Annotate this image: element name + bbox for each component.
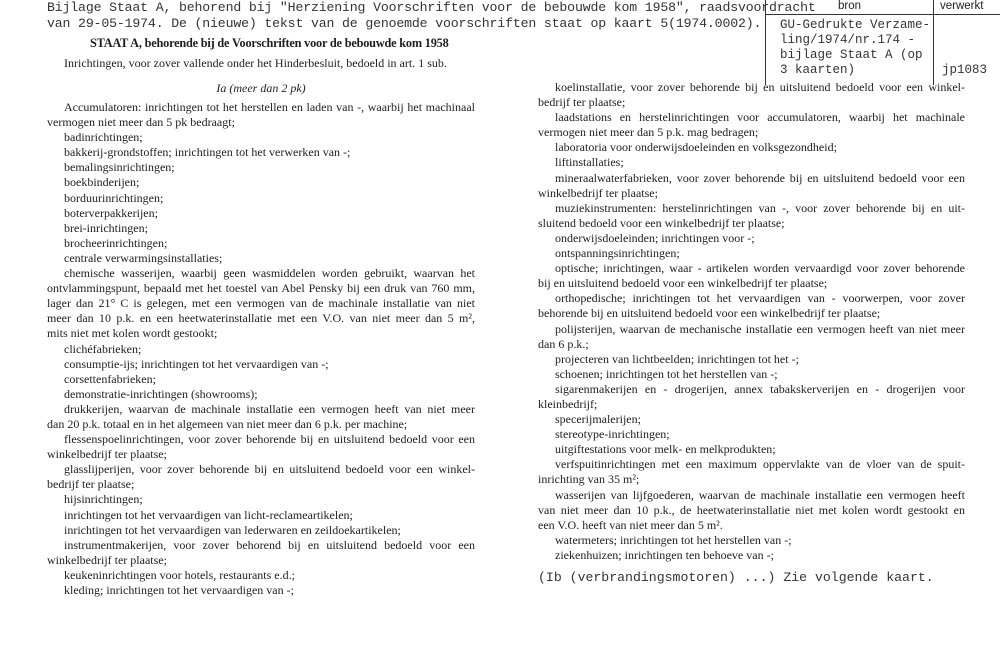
list-item-line: winkelbedrijf ter plaatse; [47,447,167,462]
list-item-line: bakkerij-grondstoffen; inrichtingen tot het verwerken van -; [64,145,351,160]
list-item-line: hijsinrichtingen; [64,492,143,507]
list-item-line: flessenspoelinrichtingen, voor zover behorende bij en uitsluitend bedoeld voor een [64,432,475,447]
list-item-line: ontvlammingspunt, bepaald met het toestel van Abel Pensky bij een druk van 760 mm, [47,281,475,296]
list-item-line: bedrijf ter plaatse; [538,95,626,110]
list-item-line: consumptie-ijs; inrichtingen tot het vervaardigen van -; [64,356,329,371]
bron-line: bijlage Staat A (op [780,48,923,62]
list-item-line: polijsterijen, waarvan de mechanische installatie een vermogen heeft van niet meer [555,321,965,336]
column-divider [933,0,934,85]
bron-line: GU-Gedrukte Verzame- [780,18,931,32]
list-item-line: bij en uitsluitend bedoeld voor een winkelbedrijf ter plaatse; [538,276,828,291]
list-item-line: optische; inrichtingen, waar - artikelen worden vervaardigd voor zover behorende [555,261,965,276]
list-item-line: van niet meer dan 10 p.k., de heetwaterinstallatie niet met kolen wordt gestookt en [538,502,965,517]
list-item-line: liftinstallaties; [555,155,624,170]
list-item-line: sluitend bedoeld voor een winkelbedrijf ter plaatse; [538,215,785,230]
list-item-line: laboratoria voor onderwijsdoeleinden en volksgezondheid; [555,140,837,155]
bron-line: ling/1974/nr.174 - [780,33,916,47]
list-item-line: instrumentmakerijen, voor zover behorend bij en uitsluitend bedoeld voor een [64,537,475,552]
list-item-line: muziekinstrumenten: herstelinrichtingen van -, voor zover behorende bij en uit- [555,200,965,215]
col-verwerkt: verwerkt [940,0,984,12]
list-item-line: onderwijsdoeleinden; inrichtingen voor -; [555,230,755,245]
list-item-line: vermogen niet meer dan 5 p.k. mag bedragen; [538,125,759,140]
header-note-line: Bijlage Staat A, behorend bij "Herziening Voorschriften voor de bebouwde kom 1958", raadsvoordracht [47,0,816,15]
list-item-line: boekbinderijen; [64,175,140,190]
list-item-line: uitgiftestations voor melk- en melkprodukten; [555,442,776,457]
left-column [47,100,475,598]
list-item-line: corsettenfabrieken; [64,371,156,386]
list-item-line: badinrichtingen; [64,130,143,145]
source-box-header [766,0,1000,15]
list-item-line: kleinbedrijf; [538,396,598,411]
bron-line: 3 kaarten) [780,63,856,77]
list-item-line: watermeters; inrichtingen tot het herstellen van -; [555,532,792,547]
list-item-line: borduurinrichtingen; [64,190,164,205]
list-item-line: een V.O. heeft van niet meer dan 5 m². [538,517,723,532]
col-bron: bron [837,0,862,12]
source-box [765,0,1000,85]
header-note [47,0,816,32]
list-item-line: winkelbedrijf ter plaatse; [538,185,658,200]
list-item-line: vermogen niet meer dan 5 pk bedraagt; [47,115,235,130]
list-item-line: Accumulatoren: inrichtingen tot het herstellen en laden van -, waarbij het machinaal [64,100,475,114]
document-title: STAAT A, behorende bij de Voorschriften voor de bebouwde kom 1958 [90,36,449,50]
list-item-line: schoenen; inrichtingen tot het herstellen van -; [555,366,778,381]
list-item-line: wasserijen van lijfgoederen, waarvan de machinale installatie een vermogen heeft [555,487,965,502]
list-item-line: orthopedische; inrichtingen tot het vervaardigen van - voorwerpen, voor zover [555,291,965,306]
list-item-line: laadstations en herstelinrichtingen voor accumulatoren, waarbij het machinale [555,110,965,125]
list-item-line: inrichtingen tot het vervaardigen van licht-reclameartikelen; [64,507,353,522]
list-item-line: inrichtingen tot het vervaardigen van lederwaren en zeildoekartikelen; [64,522,401,537]
list-item-line: boterverpakkerijen; [64,205,158,220]
intro-text: Inrichtingen, voor zover vallende onder het Hinderbesluit, bedoeld in art. 1 sub. [64,56,447,70]
list-item-line: drukkerijen, waarvan de machinale installatie een vermogen heeft van niet meer [64,401,475,416]
right-column [538,80,965,563]
source-bron [780,18,930,78]
subheading: Ia (meer dan 2 pk) [216,81,306,95]
list-item-line: bedrijf ter plaatse; [47,477,135,492]
list-item-line: dan 20 p.k. totaal en in het algemeen van niet meer dan 6 p.k. per machine; [47,416,408,431]
source-verwerkt: jp1083 [942,63,988,77]
list-item-line: ziekenhuizen; inrichtingen ten behoeve van -; [555,547,774,562]
list-item-line: centrale verwarmingsinstallaties; [64,250,223,265]
list-item-line: lager dan 21° C is gelegen, met een vermogen van de machinale installatie van niet [47,296,475,311]
list-item-line: behorende bij en uitsluitend bedoeld voor een winkelbedrijf ter plaatse; [538,306,881,321]
list-item-line: brocheerinrichtingen; [64,235,168,250]
list-item-line: ontspanningsinrichtingen; [555,246,680,261]
footer-note: (Ib (verbrandingsmotoren) ...) Zie volgende kaart. [538,570,934,585]
list-item-line: specerijmalerijen; [555,412,641,427]
list-item-line: kleding; inrichtingen tot het vervaardigen van -; [64,583,294,597]
list-item-line: sigarenmakerijen en - drogerijen, annex tabakskerverijen en - drogerijen voor [555,381,965,396]
list-item-line: clichéfabrieken; [64,341,142,356]
list-item-line: demonstratie-inrichtingen (showrooms); [64,386,258,401]
list-item-line: chemische wasserijen, waarbij geen wasmiddelen worden gebruikt, waarvan het [64,266,475,281]
list-item-line: koelinstallatie, voor zover behorende bij en uitsluitend bedoeld voor een winkel- [555,80,965,94]
header-note-line: van 29-05-1974. De (nieuwe) tekst van de genoemde voorschriften staat op kaart 5(1974.0002). [47,16,762,31]
list-item-line: verfspuitinrichtingen met een maximum oppervlakte van de vloer van de spuit- [555,457,965,472]
list-item-line: meer dan 10 p.k. en een heetwaterinstallatie met een V.O. van niet meer dan 5 m², [47,311,475,326]
list-item-line: winkelbedrijf ter plaatse; [47,552,167,567]
list-item-line: stereotype-inrichtingen; [555,427,670,442]
list-item-line: brei-inrichtingen; [64,220,148,235]
list-item-line: mineraalwaterfabrieken, voor zover behorende bij en uitsluitend bedoeld voor een [555,170,965,185]
list-item-line: projecteren van lichtbeelden; inrichtingen tot het -; [555,351,799,366]
list-item-line: mits niet met kolen wordt gestookt; [47,326,218,341]
list-item-line: keukeninrichtingen voor hotels, restaurants e.d.; [64,567,295,582]
list-item-line: inrichting van 35 m²; [538,472,640,487]
list-item-line: glasslijperijen, voor zover behorende bij en uitsluitend bedoeld voor een winkel- [64,462,475,477]
list-item-line: dan 6 p.k.; [538,336,589,351]
list-item-line: bemalingsinrichtingen; [64,160,175,175]
